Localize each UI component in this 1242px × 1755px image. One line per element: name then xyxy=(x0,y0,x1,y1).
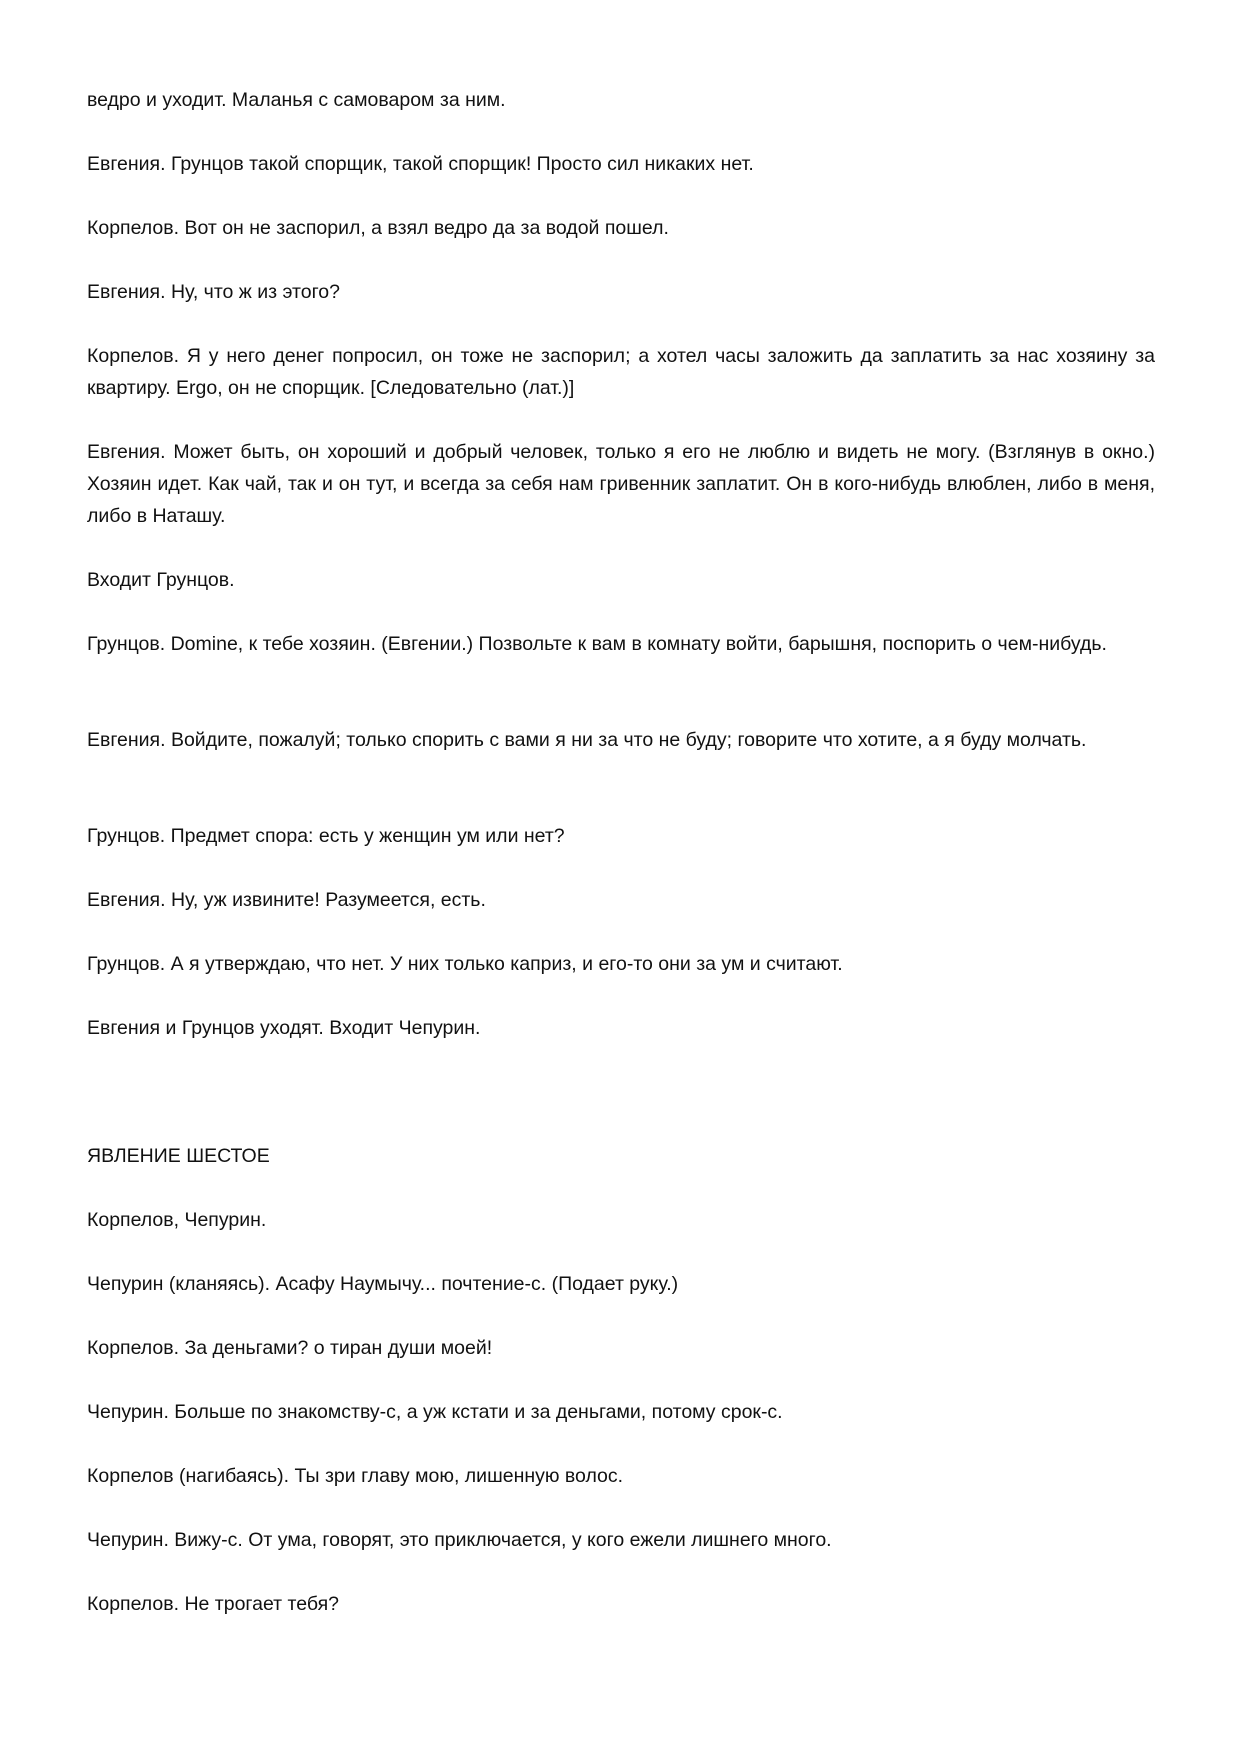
paragraph-characters: Корпелов, Чепурин. xyxy=(87,1209,267,1231)
paragraph-korpelov-5: Корпелов. Не трогает тебя? xyxy=(87,1593,339,1615)
paragraph-evgenia-3: Евгения. Может быть, он хороший и добрый человек, только я его не люблю и видеть не могу. (Взглянув в окно.) Хозяин идет. Как чай, так и он тут, и всегда за себя нам гривенник заплатит. Он в кого-нибудь влюблен, либо в меня, либо в Наташу. xyxy=(87,441,1155,527)
paragraph-korpelov-3: Корпелов. За деньгами? о тиран души моей! xyxy=(87,1337,493,1359)
scene-heading: ЯВЛЕНИЕ ШЕСТОЕ xyxy=(87,1145,270,1167)
paragraph-chepurin-2: Чепурин. Больше по знакомству-с, а уж кстати и за деньгами, потому срок-с. xyxy=(87,1401,783,1423)
paragraph-gruntsov-2: Грунцов. Предмет спора: есть у женщин ум или нет? xyxy=(87,825,565,847)
paragraph-evgenia-1: Евгения. Грунцов такой спорщик, такой спорщик! Просто сил никаких нет. xyxy=(87,153,754,175)
paragraph-gruntsov-1: Грунцов. Domine, к тебе хозяин. (Евгении.) Позвольте к вам в комнату войти, барышня, поспорить о чем-нибудь. xyxy=(87,633,1107,655)
paragraph-evgenia-5: Евгения. Ну, уж извините! Разумеется, есть. xyxy=(87,889,486,911)
paragraph-korpelov-1: Корпелов. Вот он не заспорил, а взял ведро да за водой пошел. xyxy=(87,217,669,239)
paragraph-stage-direction-2: Входит Грунцов. xyxy=(87,569,235,591)
paragraph-chepurin-1: Чепурин (кланяясь). Асафу Наумычу... почтение-с. (Подает руку.) xyxy=(87,1273,679,1295)
paragraph-gruntsov-3: Грунцов. А я утверждаю, что нет. У них только каприз, и его-то они за ум и считают. xyxy=(87,953,843,975)
paragraph-korpelov-4: Корпелов (нагибаясь). Ты зри главу мою, лишенную волос. xyxy=(87,1465,624,1487)
paragraph-stage-direction-3: Евгения и Грунцов уходят. Входит Чепурин. xyxy=(87,1017,481,1039)
paragraph-chepurin-3: Чепурин. Вижу-с. От ума, говорят, это приключается, у кого ежели лишнего много. xyxy=(87,1529,832,1551)
paragraph-evgenia-2: Евгения. Ну, что ж из этого? xyxy=(87,281,340,303)
paragraph-evgenia-4: Евгения. Войдите, пожалуй; только спорить с вами я ни за что не буду; говорите что хотите, а я буду молчать. xyxy=(87,729,1087,751)
paragraph-stage-direction: ведро и уходит. Маланья с самоваром за ним. xyxy=(87,89,506,111)
paragraph-korpelov-2: Корпелов. Я у него денег попросил, он тоже не заспорил; а хотел часы заложить да заплатить за нас хозяину за квартиру. Ergo, он не спорщик. [Следовательно (лат.)] xyxy=(87,345,1155,399)
